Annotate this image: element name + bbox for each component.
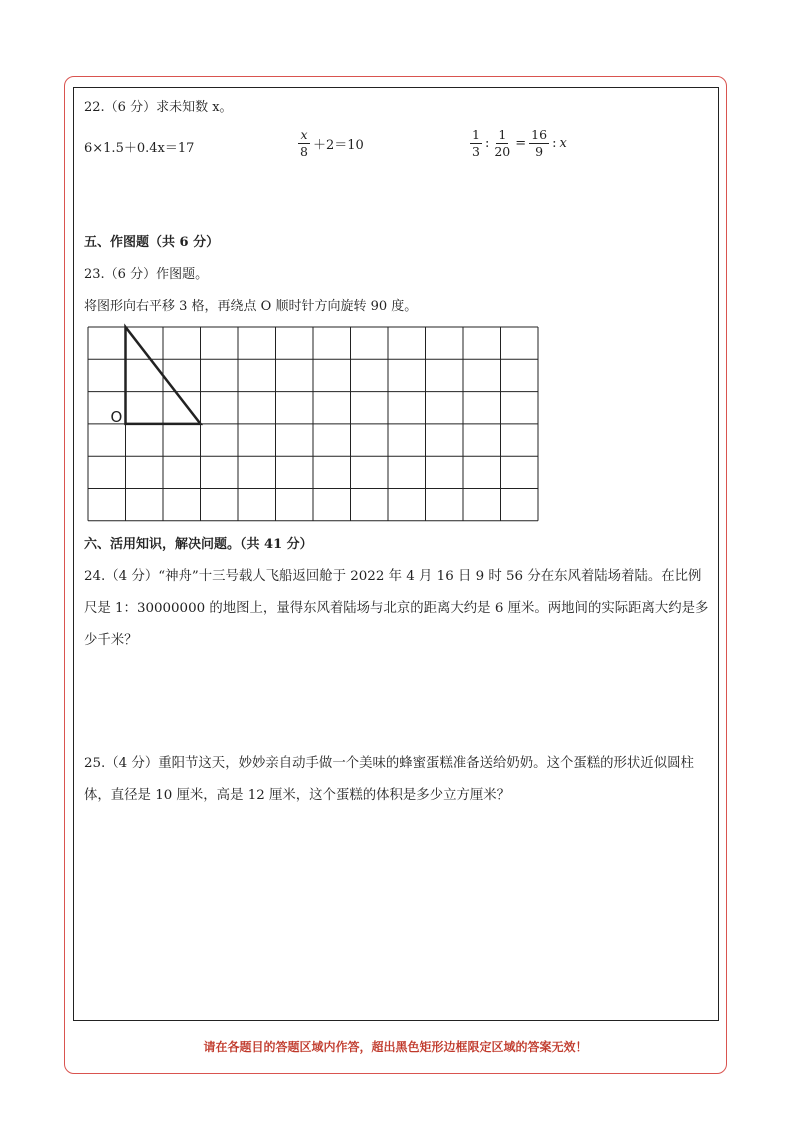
- q22-eq3-f1-numerator: 1: [472, 127, 480, 142]
- q22-eq3-f3-numerator: 16: [531, 127, 548, 142]
- q22-equation-1: [84, 137, 194, 156]
- q22-eq2-fraction: [298, 128, 310, 159]
- q22-eq3-colon-2: :: [552, 135, 557, 151]
- q22-eq3-variable: x: [559, 135, 567, 151]
- q22-eq1-text: 6×1.5＋0.4x＝17: [84, 141, 195, 156]
- q22-title: 22.（6 分）求未知数 x。: [84, 100, 233, 115]
- q22-eq3-fraction-1: [470, 128, 482, 159]
- footer-notice: 请在各题目的答题区域内作答，超出黑色矩形边框限定区域的答案无效！: [203, 1040, 588, 1054]
- q22-eq2-numerator: x: [300, 127, 308, 142]
- q22-equation-2: [298, 128, 364, 159]
- q22-eq3-colon-1: :: [484, 135, 490, 151]
- q23-instruction: 将图形向右平移 3 格，再绕点 O 顺时针方向旋转 90 度。: [84, 299, 418, 314]
- q22-eq3-f1-denominator: 3: [472, 143, 480, 159]
- q22-eq3-f3-denominator: 9: [535, 143, 544, 159]
- q22-eq2-denominator: 8: [300, 143, 308, 159]
- q23-drawing-grid: [80, 320, 560, 530]
- answer-area-border: [73, 87, 719, 1021]
- q22-eq3-fraction-3: [529, 128, 549, 159]
- q22-equation-3: [470, 128, 567, 159]
- q22-eq3-fraction-2: [492, 128, 512, 159]
- q22-eq3-f2-denominator: 20: [494, 143, 511, 159]
- q22-eq3-equals: =: [515, 135, 527, 151]
- section-6-title: 六、活用知识，解决问题。（共 41 分）: [84, 537, 313, 552]
- q24-text: 24.（4 分）“神舟”十三号载人飞船返回舱于 2022 年 4 月 16 日 9 时 56 分在东风着陆场着陆。在比例尺是 1：30000000 的地图上，量得东风着陆场与北京的距离大约是 6 厘米。两地间的实际距离大约是多少千米？: [84, 569, 709, 648]
- q23-title: 23.（6 分）作图题。: [84, 267, 209, 282]
- section-5-title: 五、作图题（共 6 分）: [84, 235, 220, 250]
- q22-eq3-f2-numerator: 1: [498, 127, 507, 142]
- q25-text: 25.（4 分）重阳节这天，妙妙亲自动手做一个美味的蜂蜜蛋糕准备送给奶奶。这个蛋糕的形状近似圆柱体，直径是 10 厘米，高是 12 厘米，这个蛋糕的体积是多少立方厘米？: [84, 756, 694, 803]
- q22-eq2-rest: ＋2＝10: [312, 137, 364, 153]
- point-o-label: O: [110, 407, 123, 426]
